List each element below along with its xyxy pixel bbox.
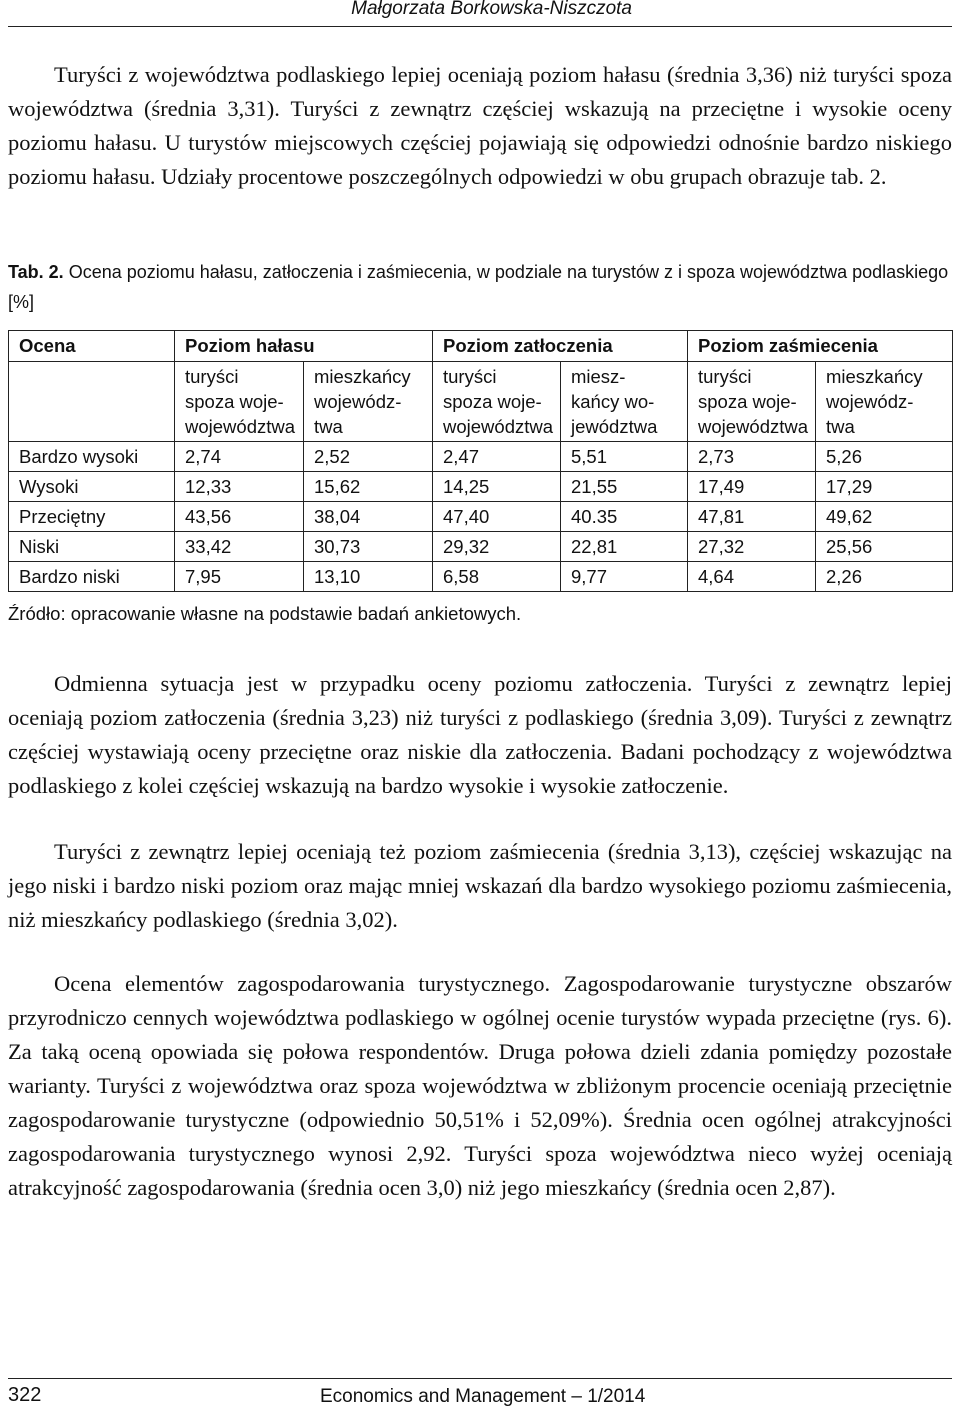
table-subheader-row [9,362,953,442]
page-number: 322 [8,1384,42,1406]
table-cell: 17,49 [688,472,816,502]
footer-rule [8,1378,952,1379]
header-rule [8,26,952,27]
subheader-cell: mieszkańcy wojewódz- twa [816,362,953,442]
table-caption [8,257,952,317]
header-author: Małgorzata Borkowska-Niszczota [351,0,632,19]
table-cell: 21,55 [561,472,688,502]
subheader-cell: mieszkańcy wojewódz- twa [304,362,433,442]
journal-name: Economics and Management – 1/2014 [320,1386,646,1407]
row-label: Bardzo wysoki [9,442,175,472]
table-row [9,532,953,562]
table-header-row [9,331,953,362]
table-cell: 2,52 [304,442,433,472]
table-cell: 27,32 [688,532,816,562]
table-caption-text: Ocena poziomu hałasu, zatłoczenia i zaśmiecenia, w podziale na turystów z i spoza województwa podlaskiego [%] [8,262,949,312]
data-table [8,330,953,592]
subheader-empty [9,362,175,442]
row-label: Przeciętny [9,502,175,532]
table-cell: 40.35 [561,502,688,532]
table-source-note: Źródło: opracowanie własne na podstawie badań ankietowych. [8,603,522,624]
table-cell: 4,64 [688,562,816,592]
row-label: Wysoki [9,472,175,502]
table-row [9,502,953,532]
table-cell: 2,73 [688,442,816,472]
table-cell: 38,04 [304,502,433,532]
paragraph-crowding: Odmienna sytuacja jest w przypadku oceny poziomu zatłoczenia. Turyści z zewnątrz lepiej oceniają poziom zatłoczenia (średnia 3,23) niż turyści z podlaskiego (średnia 3,09). Turyści z zewnątrz częściej wystawiają oceny przeciętne oraz niskie dla zatłoczenia. Badani pochodzący z województwa podlaskiego z kolei częściej wskazują na bardzo wysokie i wysokie zatłoczenie. [8,671,952,798]
table-cell: 33,42 [175,532,304,562]
subheader-cell: turyści spoza woje- województwa [175,362,304,442]
header-noise: Poziom hałasu [175,331,433,362]
table-cell: 43,56 [175,502,304,532]
row-label: Niski [9,532,175,562]
table-cell: 25,56 [816,532,953,562]
paragraph-development: Ocena elementów zagospodarowania turystycznego. Zagospodarowanie turystyczne obszarów przyrodniczo cennych województwa podlaskiego w ogólnej ocenie turystów wypada przeciętne (rys. 6). Za taką oceną opowiada się połowa respondentów. Druga połowa dzieli zdania pomiędzy pozostałe warianty. Turyści z województwa oraz spoza województwa w zbliżonym procencie oceniają przeciętnie zagospodarowanie turystyczne (odpowiednio 50,51% i 52,09%). Średnia ocen ogólnej atrakcyjności zagospodarowania turystycznego wynosi 2,92. Turyści spoza województwa nieco wyżej oceniają atrakcyjność zagospodarowania (średnia ocen 3,0) niż jego mieszkańcy (średnia ocen 2,87). [8,971,952,1200]
table-cell: 5,51 [561,442,688,472]
subheader-cell: miesz- kańcy wo- jewództwa [561,362,688,442]
running-header [8,0,952,28]
table-cell: 2,26 [816,562,953,592]
header-litter: Poziom zaśmiecenia [688,331,953,362]
table-cell: 17,29 [816,472,953,502]
table-cell: 47,81 [688,502,816,532]
header-ocena: Ocena [9,331,175,362]
table-caption-label: Tab. 2. [8,262,64,282]
row-label: Bardzo niski [9,562,175,592]
table-cell: 9,77 [561,562,688,592]
table-cell: 2,74 [175,442,304,472]
table-cell: 5,26 [816,442,953,472]
table-cell: 2,47 [433,442,561,472]
table-cell: 7,95 [175,562,304,592]
table-cell: 49,62 [816,502,953,532]
table-row [9,472,953,502]
subheader-cell: turyści spoza woje- województwa [433,362,561,442]
subheader-cell: turyści spoza woje- województwa [688,362,816,442]
table-row [9,442,953,472]
table-cell: 15,62 [304,472,433,502]
header-crowding: Poziom zatłoczenia [433,331,688,362]
paragraph-noise: Turyści z województwa podlaskiego lepiej oceniają poziom hałasu (średnia 3,36) niż turyści spoza województwa (średnia 3,31). Turyści z zewnątrz częściej wskazują na przeciętne i wysokie oceny poziomu hałasu. U turystów miejscowych częściej pojawiają się odpowiedzi odnośnie bardzo niskiego poziomu hałasu. Udziały procentowe poszczególnych odpowiedzi w obu grupach obrazuje tab. 2. [8,62,952,189]
paragraph-litter: Turyści z zewnątrz lepiej oceniają też poziom zaśmiecenia (średnia 3,13), częściej wskazując na jego niski i bardzo niski poziom oraz mając mniej wskazań dla bardzo wysokiego poziomu zaśmiecenia, niż mieszkańcy podlaskiego (średnia 3,02). [8,839,952,932]
table-cell: 29,32 [433,532,561,562]
table-row [9,562,953,592]
page-footer [8,1378,952,1410]
table-cell: 22,81 [561,532,688,562]
table-cell: 12,33 [175,472,304,502]
table-cell: 14,25 [433,472,561,502]
table-cell: 30,73 [304,532,433,562]
table-cell: 6,58 [433,562,561,592]
table-cell: 47,40 [433,502,561,532]
table-cell: 13,10 [304,562,433,592]
